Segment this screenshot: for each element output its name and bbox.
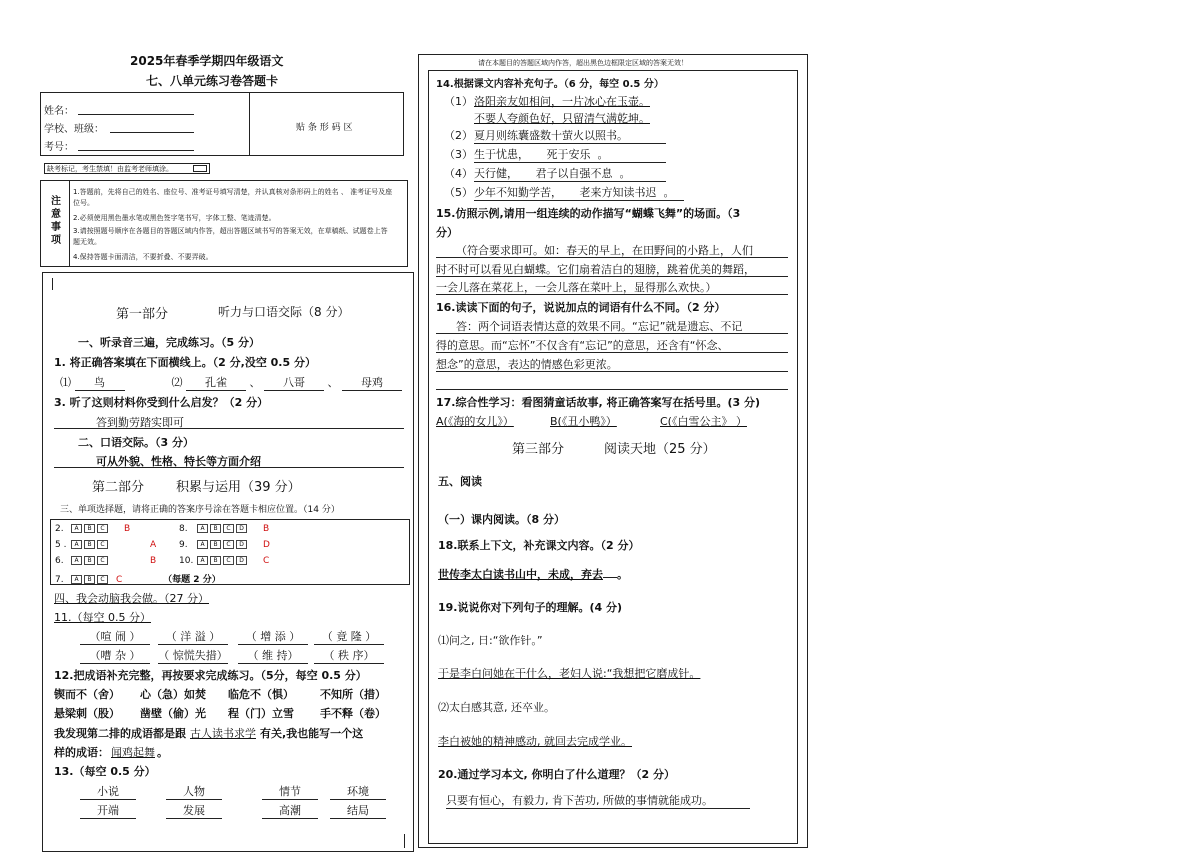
mc-num: 5 . (55, 540, 67, 550)
q14-answer: 生于忧患， 死于安乐 。 (474, 146, 666, 163)
notice-item-4: 4.保持答题卡面清洁，不要折叠、不要弄破。 (73, 253, 213, 261)
q1-b-answer-2: 八哥 (264, 374, 324, 391)
mc-opt-a[interactable]: A (71, 575, 82, 584)
q18-end: 。 (617, 568, 628, 581)
panel-corner-mark (52, 278, 53, 290)
q1-b-label: ⑵ (171, 376, 183, 389)
answer-line (436, 371, 788, 372)
idiom: 程（门）立雪 (228, 707, 294, 720)
q1-sep-1: 、 (249, 376, 261, 389)
q18-prompt: 18.联系上下文，补充课文内容。（2 分） (438, 539, 640, 552)
q12-end: 。 (157, 746, 168, 759)
q11-answer: （嘈 杂 ） (80, 647, 150, 664)
q12-text: 样的成语： (54, 746, 109, 759)
mc-num: 9. (179, 540, 188, 550)
mc-opt-b[interactable]: B (210, 524, 221, 533)
mc-num: 2. (55, 524, 64, 534)
exam-no-field[interactable] (78, 150, 194, 151)
mc-answer-grid (50, 519, 410, 585)
idiom: 悬梁刺（股） (54, 707, 120, 720)
mc-answer: B (150, 556, 157, 566)
idiom: 锲而不（舍） (54, 688, 120, 701)
section-4-heading: 四、我会动脑我会做。（27 分） (54, 592, 209, 605)
answer-line (436, 333, 788, 334)
section-5-heading: 五、阅读 (438, 475, 482, 488)
mc-row-9[interactable] (179, 540, 270, 550)
q17-answer-b: B(《丑小鸭》） (550, 415, 617, 428)
exam-no-label: 考号： (44, 142, 74, 153)
mc-opt-d[interactable]: D (236, 540, 247, 549)
q13-answer: 发展 (166, 802, 222, 819)
q17-prompt: 17.综合性学习：看图猜童话故事, 将正确答案写在括号里。(3 分) (436, 396, 761, 409)
title-line-2: 七、八单元练习卷答题卡 (146, 74, 279, 88)
q15-prompt-cont: 分） (436, 226, 458, 239)
mc-opt-c[interactable]: C (223, 556, 234, 565)
q12-answer-1: 古人读书求学 (190, 727, 256, 740)
q13-answer: 小说 (80, 783, 136, 800)
q15-prompt: 15.仿照示例,请用一组连续的动作描写“蝴蝶飞舞”的场面。（3 (436, 207, 741, 220)
title-line-1: 2025年春季学期四年级语文 (130, 54, 284, 68)
q14-label: （4） (444, 167, 473, 180)
q14-answer: 天行健， 君子以自强不息 。 (474, 165, 666, 182)
mc-opt-c[interactable]: C (97, 575, 108, 584)
part3-subtitle: 阅读天地（25 分） (604, 442, 716, 457)
mc-opt-b[interactable]: B (84, 524, 95, 533)
notice-item-1: 1.答题前，先将自己的姓名、座位号、准考证号填写清楚，并认真核对条形码上的姓名 、 准考证号及座位号。 (73, 188, 393, 207)
q1-a-label: ⑴ (60, 376, 71, 389)
mc-opt-c[interactable]: C (223, 524, 234, 533)
answer-line (436, 294, 788, 295)
mc-opt-b[interactable]: B (210, 556, 221, 565)
q11-answer: （ 增 添 ） (238, 628, 308, 645)
q16-answer-3: 想念”的意思，表达的情感色彩更浓。 (436, 358, 618, 371)
section-5-1-heading: （一）课内阅读。（8 分） (438, 513, 565, 526)
q3-prompt: 3. 听了这则材料你受到什么启发？（2 分） (54, 396, 269, 409)
q12-text: 有关,我也能写一个这 (260, 727, 364, 740)
part1-subtitle: 听力与口语交际（8 分） (218, 305, 350, 319)
mc-answer: B (263, 524, 270, 534)
q11-prompt: 11.（每空 0.5 分） (54, 611, 151, 624)
q14-answer: 夏月则练囊盛数十萤火以照书。 (474, 127, 666, 144)
mc-num: 7. (55, 575, 64, 585)
q14-label: （2） (444, 129, 473, 142)
mc-opt-c[interactable]: C (97, 524, 108, 533)
q14-1 (444, 93, 650, 109)
section-3-heading: 三、单项选择题，请将正确的答案序号涂在答题卡相应位置。（14 分） (60, 505, 340, 515)
idiom: 手不释（卷） (320, 707, 386, 720)
q14-5 (444, 184, 684, 201)
q11-answer: （ 洋 溢 ） (158, 628, 228, 645)
mc-opt-b[interactable]: B (210, 540, 221, 549)
mc-answer: C (116, 575, 123, 585)
q14-2 (444, 127, 666, 144)
q18-answer: 世传李太白读书山中，未成，弃去 (438, 568, 603, 581)
q13-answer: 人物 (166, 783, 222, 800)
idiom: 心（急）如焚 (140, 688, 206, 701)
mc-row-8[interactable] (179, 524, 269, 534)
mc-opt-d[interactable]: D (236, 556, 247, 565)
q11-answer: （喧 闹 ） (80, 628, 150, 645)
s2-answer: 可从外貌、性格、特长等方面介绍 (96, 455, 261, 468)
mc-opt-a[interactable]: A (197, 556, 208, 565)
mc-answer: D (263, 540, 270, 550)
part3-title: 第三部分 (512, 442, 565, 457)
q11-row-1 (80, 628, 384, 645)
q17-answer-a: A(《海的女儿》） (436, 415, 514, 428)
q14-3 (444, 146, 666, 163)
q13-answer: 结局 (330, 802, 386, 819)
absent-checkbox[interactable] (193, 165, 207, 172)
s2-answer-line (54, 467, 404, 468)
notice-box (40, 180, 408, 267)
mc-num: 6. (55, 556, 64, 566)
mc-opt-b[interactable]: B (84, 575, 95, 584)
q14-label: （1） (444, 95, 473, 108)
q3-answer-line (54, 428, 404, 429)
part2-title: 第二部分 (92, 480, 145, 495)
q20-prompt: 20.通过学习本文, 你明白了什么道理？（2 分） (438, 768, 675, 781)
q19-item-2: ⑵太白感其意, 还卒业。 (438, 701, 555, 714)
q19-answer-2: 李白被她的精神感动, 就回去完成学业。 (438, 735, 632, 748)
q12-text: 我发现第二排的成语都是跟 (54, 727, 186, 740)
mc-note: （每题 2 分） (163, 575, 221, 585)
school-field[interactable] (110, 132, 194, 133)
mc-row-5[interactable] (55, 540, 156, 550)
q11-answer: （ 秩 序） (314, 647, 384, 664)
section-2-heading: 二、口语交际。（3 分） (78, 436, 194, 449)
mc-opt-a[interactable]: A (197, 540, 208, 549)
q14-label: （3） (444, 148, 473, 161)
q13-answer: 开端 (80, 802, 136, 819)
mc-answer: B (124, 524, 131, 534)
mc-num: 8. (179, 524, 188, 534)
school-label: 学校、班级： (44, 124, 104, 135)
q11-answer: （ 竟 隆 ） (314, 628, 384, 645)
q13-prompt: 13.（每空 0.5 分） (54, 765, 156, 778)
q14-prompt: 14.根据课文内容补充句子。（6 分，每空 0.5 分） (436, 79, 664, 90)
section-1-heading: 一、听录音三遍，完成练习。（5 分） (78, 336, 260, 349)
q12-row-1 (54, 686, 386, 702)
mc-row-2[interactable] (55, 524, 130, 534)
q15-answer-3: 一会儿落在菜花上，一会儿落在菜叶上，显得那么欢快。） (436, 281, 717, 294)
q14-answer: 少年不知勤学苦， 老来方知读书迟 。 (474, 184, 684, 201)
q16-answer-2: 得的意思。而“忘怀”不仅含有“忘记”的意思，还含有“怀念、 (436, 339, 729, 352)
q16-answer-1: 答：两个词语表情达意的效果不同。“忘记”就是遗忘、不记 (456, 320, 743, 333)
q13-row-2 (80, 802, 386, 819)
q3-answer: 答到勤劳踏实即可 (96, 416, 184, 429)
part1-title: 第一部分 (116, 307, 169, 322)
q1-a-answer: 鸟 (75, 374, 125, 391)
mc-opt-b[interactable]: B (84, 540, 95, 549)
q13-answer: 情节 (262, 783, 318, 800)
q18-answer-wrap (438, 566, 628, 582)
absent-label: 缺考标记，考生禁填！由监考老师填涂。 (47, 165, 173, 173)
q14-4 (444, 165, 666, 182)
q12-row-2 (54, 705, 386, 721)
q11-answer: （ 维 持） (238, 647, 308, 664)
mc-answer: C (263, 556, 270, 566)
idiom: 不知所（措） (320, 688, 386, 701)
answer-line (436, 389, 788, 390)
q15-answer-1: （符合要求即可。如：春天的早上，在田野间的小路上，人们 (456, 244, 753, 257)
q19-answer-1: 于是李白问她在干什么，老妇人说:“我想把它磨成针。 (438, 667, 701, 680)
q11-row-2 (80, 647, 384, 664)
q1-b-answer-1: 孔雀 (186, 374, 246, 391)
notice-item-2: 2.必须使用黑色墨水笔或黑色签字笔书写，字体工整、笔迹清楚。 (73, 214, 276, 222)
idiom: 凿壁（偷）光 (140, 707, 206, 720)
q17-answers (436, 413, 747, 429)
notice-divider (69, 181, 70, 266)
q19-item-1: ⑴问之, 日:“欲作针。” (438, 634, 543, 647)
mc-opt-d[interactable]: D (236, 524, 247, 533)
mc-opt-b[interactable]: B (84, 556, 95, 565)
mc-answer: A (150, 540, 157, 550)
q13-answer: 高潮 (262, 802, 318, 819)
part2-subtitle: 积累与运用（39 分） (176, 480, 301, 495)
mc-num: 10. (179, 556, 194, 566)
q12-sentence-2 (54, 744, 168, 760)
idiom: 临危不（惧） (228, 688, 294, 701)
mc-row-6[interactable] (55, 556, 156, 566)
q13-answer: 环境 (330, 783, 386, 800)
q17-answer-c: C(《白雪公主》 ） (660, 415, 747, 428)
barcode-label: 贴 条 形 码 区 (296, 123, 353, 133)
absent-mark-box (44, 163, 210, 174)
answer-line (436, 257, 788, 258)
q1-answers (60, 374, 402, 391)
mc-opt-c[interactable]: C (223, 540, 234, 549)
q12-answer-2: 闻鸡起舞 (111, 746, 155, 759)
mc-opt-a[interactable]: A (71, 540, 82, 549)
mc-opt-a[interactable]: A (71, 556, 82, 565)
q1-sep-2: 、 (327, 376, 339, 389)
q13-row-1 (80, 783, 386, 800)
mc-row-7[interactable] (55, 572, 221, 585)
name-label: 姓名： (44, 106, 74, 117)
notice-item-3: 3.请按照题号顺序在各题目的答题区域内作答，超出答题区域书写的答案无效，在草稿纸、试题卷上答题无效。 (73, 227, 388, 246)
q14-answer: 洛阳亲友如相问，一片冰心在玉壶。 (474, 95, 650, 108)
q11-answer: （ 惊慌失措） (158, 649, 228, 662)
q1-b-answer-3: 母鸡 (342, 374, 402, 391)
mc-opt-c[interactable]: C (97, 540, 108, 549)
panel-corner-mark-bottom (404, 834, 405, 848)
q12-sentence (54, 725, 363, 741)
q15-answer-2: 时不时可以看见白蝴蝶。它们扇着洁白的翅膀，跳着优美的舞蹈， (436, 263, 755, 276)
name-field[interactable] (78, 114, 194, 115)
right-top-note: 请在本题目的答题区域内作答，超出黑色边框限定区域的答案无效！ (478, 59, 688, 67)
q12-prompt: 12.把成语补充完整，再按要求完成练习。（5分，每空 0.5 分） (54, 669, 367, 682)
mc-opt-a[interactable]: A (71, 524, 82, 533)
q20-answer-text: 只要有恒心，有毅力, 肯下苦功, 所做的事情就能成功。 (446, 792, 750, 809)
notice-title: 注意事项 (51, 196, 61, 246)
q14-label: （5） (444, 186, 473, 199)
q19-prompt: 19.说说你对下列句子的理解。(4 分) (438, 601, 623, 614)
answer-line (436, 352, 788, 353)
q20-answer (446, 792, 750, 809)
barcode-area (249, 92, 404, 156)
mc-opt-a[interactable]: A (197, 524, 208, 533)
answer-line (436, 276, 788, 277)
q14-1b: 不要人夸颜色好，只留清气满乾坤。 (474, 112, 650, 125)
q16-prompt: 16.读读下面的句子，说说加点的词语有什么不同。（2 分） (436, 301, 726, 314)
q1-prompt: 1. 将正确答案填在下面横线上。（2 分,没空 0.5 分） (54, 356, 316, 369)
mc-row-10[interactable] (179, 556, 269, 566)
mc-opt-c[interactable]: C (97, 556, 108, 565)
